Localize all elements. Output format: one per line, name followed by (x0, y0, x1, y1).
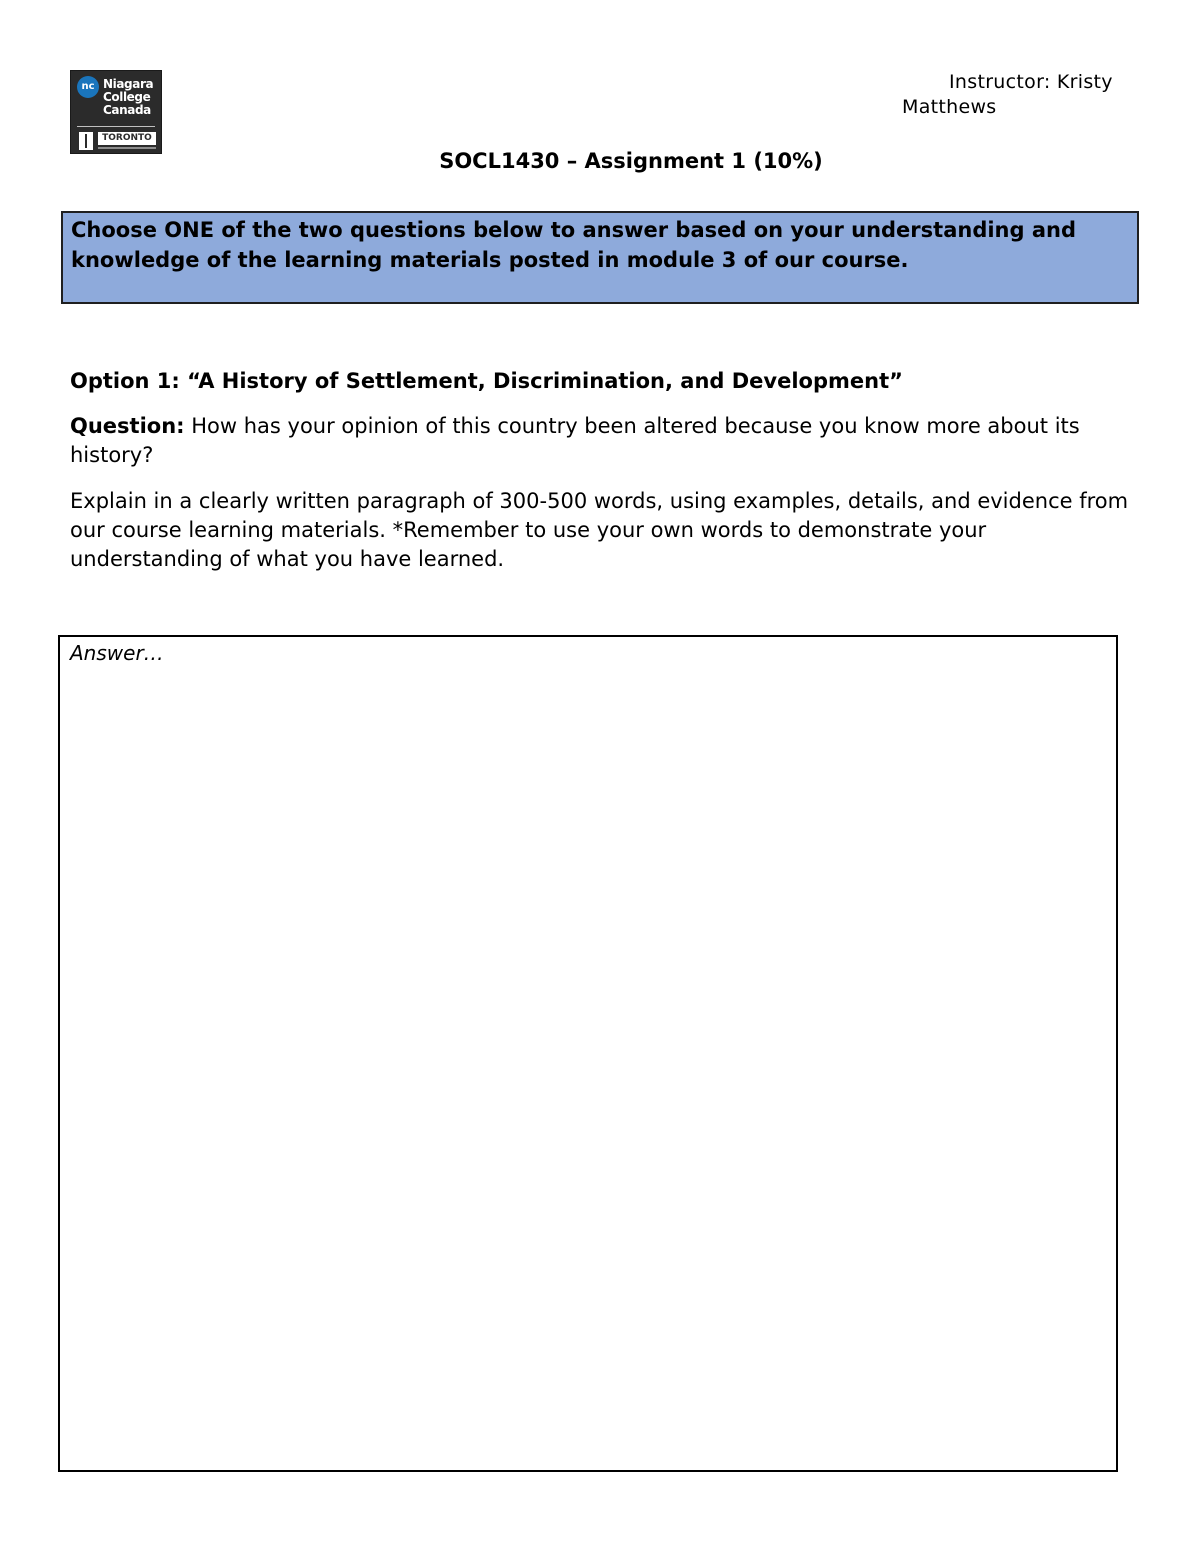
logo-campus: TORONTO (98, 132, 156, 145)
question-text: How has your opinion of this country been altered because you know more about its history? (70, 414, 1080, 467)
option-1-heading: Option 1: “A History of Settlement, Discrimination, and Development” (70, 369, 903, 393)
college-logo (70, 70, 162, 154)
logo-badge: nc (77, 76, 99, 98)
logo-name-line: Niagara (103, 77, 154, 91)
logo-name-line: Canada (103, 103, 151, 117)
instructor-line-2: Matthews (902, 96, 997, 118)
answer-placeholder: Answer… (70, 641, 164, 665)
logo-divider (77, 126, 155, 127)
logo-name-line: College (103, 90, 151, 104)
option-1-instructions: Explain in a clearly written paragraph of 300-500 words, using examples, details, and evidence from our course learning materials. *Remember to use your own words to demonstrate your understanding of what you have learned. (70, 489, 1129, 571)
assignment-title: SOCL1430 – Assignment 1 (10%) (439, 149, 823, 173)
instructor-name (902, 70, 1142, 120)
instructor-line-1: Instructor: Kristy (949, 71, 1113, 93)
logo-name (103, 78, 153, 117)
option-1-question (70, 412, 1130, 470)
answer-field[interactable] (58, 635, 1118, 1472)
question-label: Question: (70, 414, 185, 438)
instructions-banner: Choose ONE of the two questions below to answer based on your understanding and knowledge of the learning materials posted in module 3 of our course. (61, 211, 1139, 304)
